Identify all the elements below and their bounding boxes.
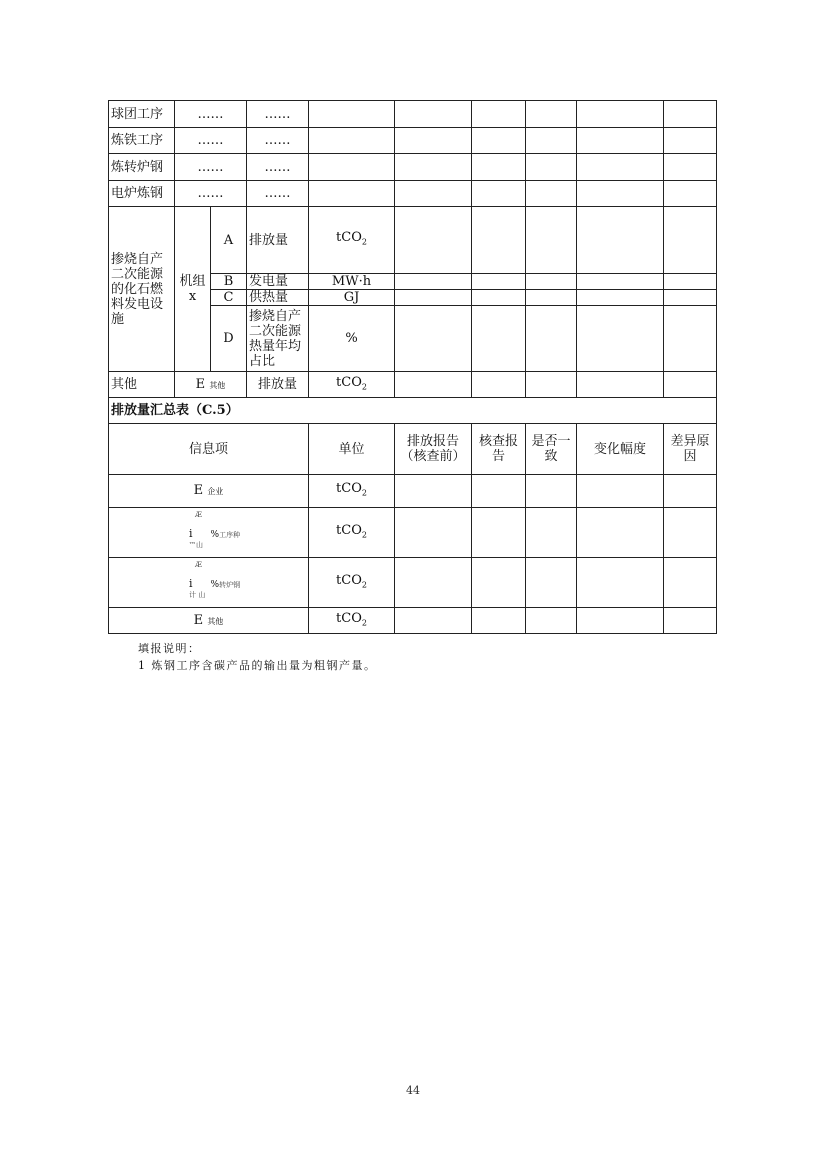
facility-unit: 机组x (175, 207, 211, 372)
table-row (109, 372, 717, 398)
table-row (109, 181, 717, 207)
row-unit: tCO$_2$ (309, 207, 395, 274)
process-cell: …… (175, 128, 247, 154)
other-code: E 其他 (175, 372, 247, 398)
row-unit: GJ (309, 290, 395, 306)
section-row (109, 398, 717, 424)
unit-cell: tCO$_2$ (309, 475, 395, 508)
header-verify: 核查报告 (472, 424, 526, 475)
notes-line: 1 炼钢工序含碳产品的输出量为粗钢产量。 (138, 659, 377, 672)
process-cell: …… (175, 154, 247, 181)
row-item: 供热量 (247, 290, 309, 306)
emissions-table (108, 100, 717, 634)
facility-label: 掺烧自产二次能源的化石燃料发电设施 (109, 207, 175, 372)
page-number: 44 (406, 1084, 420, 1097)
row-item: 排放量 (247, 207, 309, 274)
header-change: 变化幅度 (577, 424, 664, 475)
row-code: A (211, 207, 247, 274)
row-code: C (211, 290, 247, 306)
table-row (109, 508, 717, 558)
info-item: Æ i %工序种 ™山 (109, 508, 309, 558)
header-report: 排放报告（核查前） (395, 424, 472, 475)
header-info: 信息项 (109, 424, 309, 475)
section-title: 排放量汇总表（C.5） (109, 398, 717, 424)
table-row (109, 101, 717, 128)
process-cell: …… (247, 128, 309, 154)
row-item: 发电量 (247, 274, 309, 290)
row-unit: % (309, 306, 395, 372)
unit-cell: tCO$_2$ (309, 608, 395, 634)
process-cell: …… (247, 154, 309, 181)
row-code: D (211, 306, 247, 372)
notes-title: 填报说明： (138, 642, 201, 655)
table-row (109, 608, 717, 634)
filling-notes (138, 640, 377, 674)
info-item: Æ i %转炉钢 计 山 (109, 558, 309, 608)
row-item: 掺烧自产二次能源热量年均占比 (247, 306, 309, 372)
table-row (109, 154, 717, 181)
row-code: B (211, 274, 247, 290)
info-item: E 企业 (109, 475, 309, 508)
unit-cell: tCO$_2$ (309, 508, 395, 558)
process-cell: …… (175, 181, 247, 207)
header-row (109, 424, 717, 475)
row-unit: MW·h (309, 274, 395, 290)
table-row (109, 558, 717, 608)
process-name: 炼转炉钢 (109, 154, 175, 181)
other-unit: tCO$_2$ (309, 372, 395, 398)
header-unit: 单位 (309, 424, 395, 475)
table-row (109, 207, 717, 274)
unit-cell: tCO$_2$ (309, 558, 395, 608)
process-name: 电炉炼钢 (109, 181, 175, 207)
process-name: 炼铁工序 (109, 128, 175, 154)
info-item: E 其他 (109, 608, 309, 634)
other-name: 其他 (109, 372, 175, 398)
header-reason: 差异原因 (664, 424, 717, 475)
process-cell: …… (175, 101, 247, 128)
table-row (109, 475, 717, 508)
process-name: 球团工序 (109, 101, 175, 128)
table-row (109, 128, 717, 154)
process-cell: …… (247, 181, 309, 207)
process-cell: …… (247, 101, 309, 128)
other-item: 排放量 (247, 372, 309, 398)
header-consistent: 是否一致 (526, 424, 577, 475)
